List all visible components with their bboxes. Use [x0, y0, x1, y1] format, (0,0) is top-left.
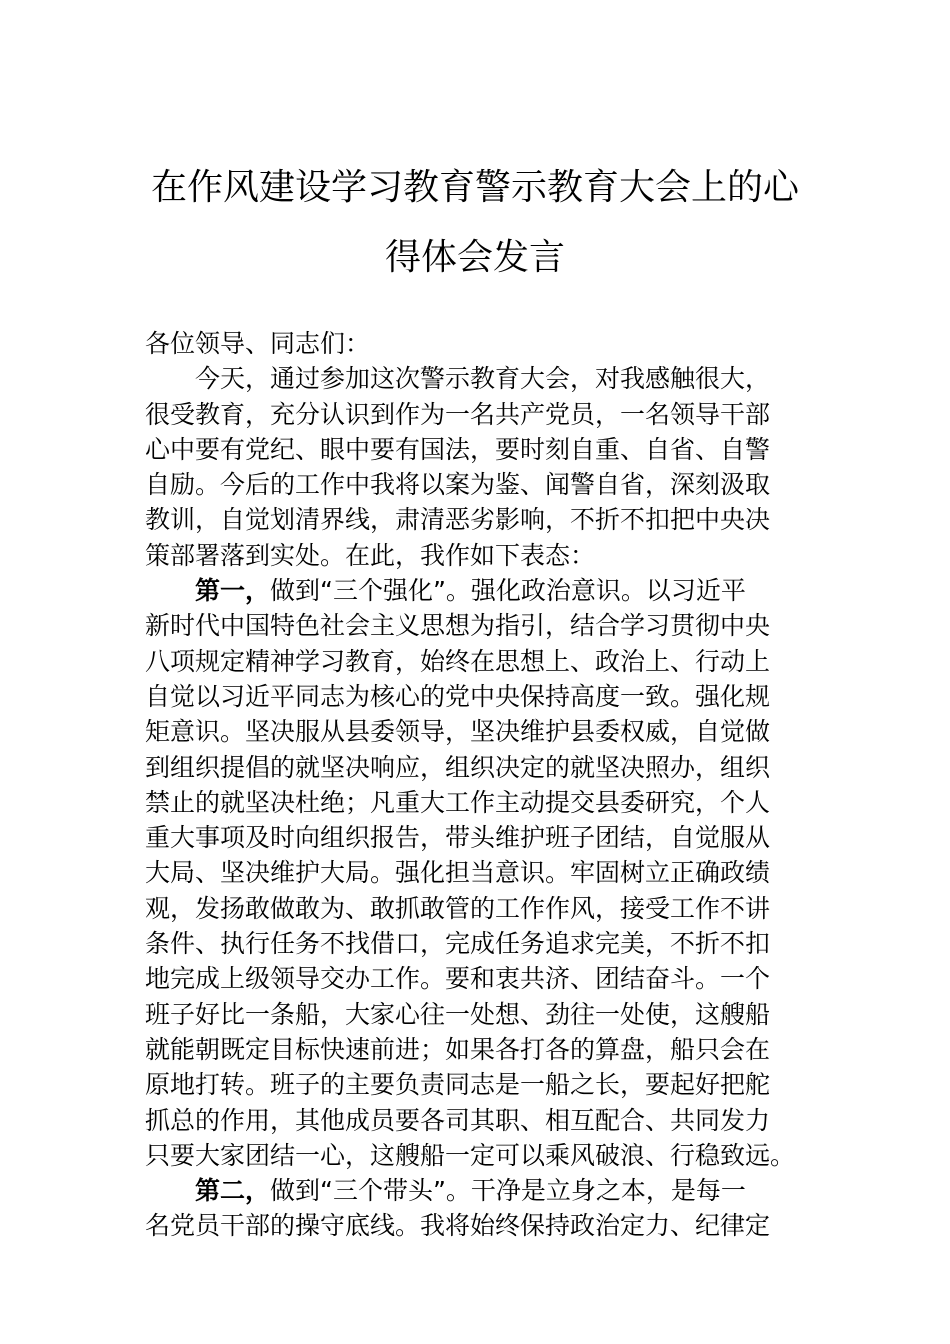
point-text: 做到“三个强化”。强化政治意识。以习近平	[270, 576, 746, 606]
point-heading: 第二，	[195, 1176, 271, 1206]
paragraph-line: 矩意识。坚决服从县委领导，坚决维护县委权威，自觉做	[145, 717, 771, 747]
paragraph-line: 自觉以习近平同志为核心的党中央保持高度一致。强化规	[145, 681, 771, 711]
document-title-line-2: 得体会发言	[384, 237, 565, 278]
paragraph-line: 重大事项及时向组织报告，带头维护班子团结，自觉服从	[145, 823, 771, 853]
point-text: 做到“三个带头”。干净是立身之本，是每一	[270, 1176, 746, 1206]
point-heading: 第一，	[195, 576, 271, 606]
paragraph-line: 教训，自觉划清界线，肃清恶劣影响，不折不扣把中央决	[145, 505, 771, 535]
paragraph-line: 今天，通过参加这次警示教育大会，对我感触很大，	[195, 364, 771, 394]
paragraph-first-point	[145, 573, 805, 1173]
paragraph-line: 只要大家团结一心，这艘船一定可以乘风破浪、行稳致远。	[145, 1140, 796, 1170]
paragraph-line: 名党员干部的操守底线。我将始终保持政治定力、纪律定	[145, 1211, 771, 1241]
paragraph-intro	[145, 361, 805, 573]
paragraph-line	[145, 573, 805, 608]
paragraph-line: 原地打转。班子的主要负责同志是一船之长，要起好把舵	[145, 1070, 771, 1100]
document-body	[145, 326, 805, 1244]
paragraph-line: 地完成上级领导交办工作。要和衷共济、团结奋斗。一个	[145, 964, 771, 994]
document-title-line-1: 在作风建设学习教育警示教育大会上的心	[150, 167, 799, 208]
paragraph-line: 观，发扬敢做敢为、敢抓敢管的工作作风，接受工作不讲	[145, 893, 771, 923]
paragraph-line: 很受教育，充分认识到作为一名共产党员，一名领导干部	[145, 399, 771, 429]
paragraph-line: 新时代中国特色社会主义思想为指引，结合学习贯彻中央	[145, 611, 771, 641]
paragraph-line: 自励。今后的工作中我将以案为鉴、闻警自省，深刻汲取	[145, 470, 771, 500]
paragraph-line: 就能朝既定目标快速前进；如果各打各的算盘，船只会在	[145, 1034, 771, 1064]
paragraph-line: 条件、执行任务不找借口，完成任务追求完美，不折不扣	[145, 929, 771, 959]
paragraph-line: 抓总的作用，其他成员要各司其职、相互配合、共同发力	[145, 1105, 771, 1135]
paragraph-line: 班子好比一条船，大家心往一处想、劲往一处使，这艘船	[145, 999, 771, 1029]
paragraph-line: 禁止的就坚决杜绝；凡重大工作主动提交县委研究，个人	[145, 787, 771, 817]
paragraph-line: 策部署落到实处。在此，我作如下表态：	[145, 540, 596, 570]
paragraph-line: 心中要有党纪、眼中要有国法，要时刻自重、自省、自警	[145, 434, 771, 464]
paragraph-line: 到组织提倡的就坚决响应，组织决定的就坚决照办，组织	[145, 752, 771, 782]
paragraph-second-point	[145, 1173, 805, 1244]
paragraph-line: 八项规定精神学习教育，始终在思想上、政治上、行动上	[145, 646, 771, 676]
paragraph-line: 大局、坚决维护大局。强化担当意识。牢固树立正确政绩	[145, 858, 771, 888]
paragraph-line	[145, 1173, 805, 1208]
salutation: 各位领导、同志们：	[145, 329, 371, 358]
